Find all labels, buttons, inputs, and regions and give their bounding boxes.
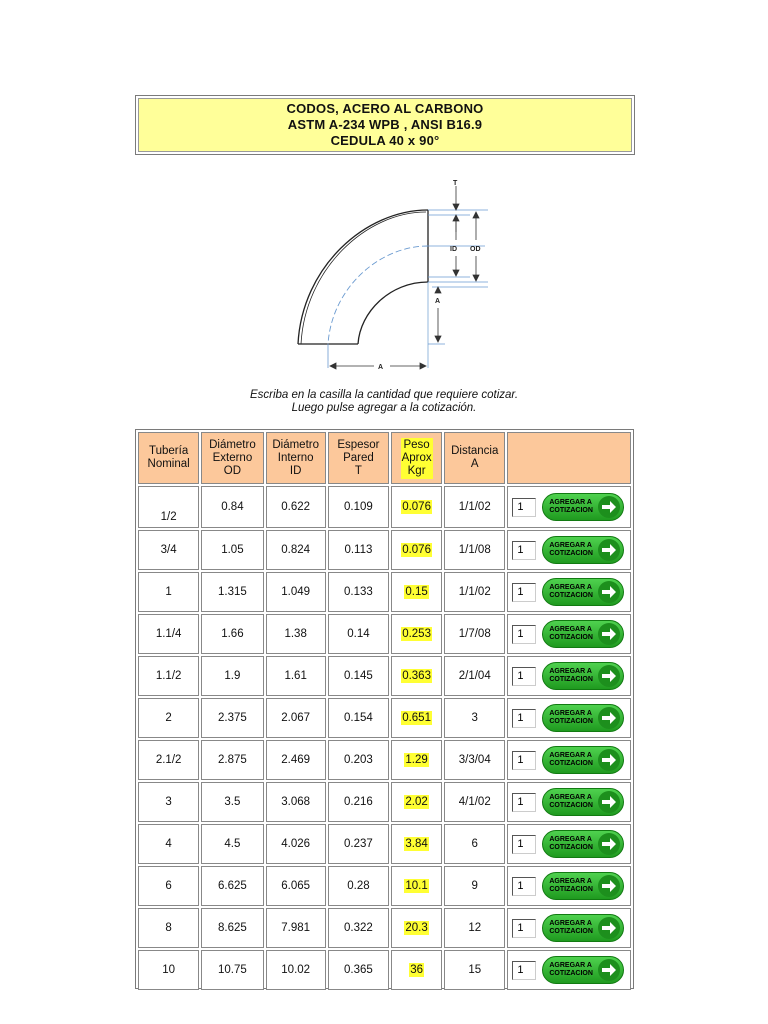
quote-controls bbox=[508, 830, 630, 858]
add-to-quote-label: AGREGAR A COTIZACION bbox=[549, 920, 593, 935]
quote-controls bbox=[508, 662, 630, 690]
arrow-right-icon bbox=[598, 917, 620, 939]
quote-controls bbox=[508, 914, 630, 942]
cell-od bbox=[201, 486, 263, 528]
add-to-quote-label: AGREGAR A COTIZACION bbox=[549, 878, 593, 893]
cell-nominal bbox=[138, 530, 199, 570]
arrow-right-icon bbox=[598, 665, 620, 687]
cell-distance bbox=[444, 530, 505, 570]
cell-weight bbox=[391, 908, 442, 948]
add-to-quote-label: AGREGAR A COTIZACION bbox=[549, 752, 593, 767]
weight-value: 0.363 bbox=[402, 670, 431, 682]
od-value: 1.315 bbox=[218, 586, 247, 598]
weight-value: 1.29 bbox=[405, 754, 428, 766]
od-value: 1.9 bbox=[224, 670, 241, 682]
cell-weight bbox=[391, 740, 442, 780]
cell-id bbox=[266, 614, 326, 654]
nominal-value: 1/2 bbox=[160, 511, 177, 523]
cell-weight bbox=[391, 486, 442, 528]
nominal-value: 10 bbox=[162, 964, 176, 976]
quantity-input[interactable] bbox=[512, 835, 536, 854]
header-thickness-line-3: T bbox=[354, 464, 362, 477]
distance-value: 2/1/04 bbox=[458, 670, 491, 682]
cell-distance bbox=[444, 486, 505, 528]
header-nominal-line-2: Nominal bbox=[147, 458, 190, 470]
table-row bbox=[138, 740, 631, 780]
cell-distance bbox=[444, 782, 505, 822]
arrow-right-icon bbox=[598, 496, 620, 518]
cell-od bbox=[201, 866, 263, 906]
cell-nominal bbox=[138, 614, 199, 654]
cell-quote bbox=[507, 614, 631, 654]
cell-thickness bbox=[328, 824, 389, 864]
nominal-value: 1.1/4 bbox=[155, 628, 182, 640]
add-to-quote-button[interactable] bbox=[542, 746, 624, 774]
weight-value: 3.84 bbox=[405, 838, 428, 850]
cell-weight bbox=[391, 866, 442, 906]
id-value: 4.026 bbox=[281, 838, 311, 850]
cell-id bbox=[266, 486, 326, 528]
cell-nominal bbox=[138, 572, 199, 612]
table-row bbox=[138, 866, 631, 906]
add-to-quote-label: AGREGAR A COTIZACION bbox=[549, 499, 593, 514]
header-od-line-1: Diámetro bbox=[209, 438, 256, 451]
header-id bbox=[266, 432, 326, 484]
cell-id bbox=[266, 782, 326, 822]
distance-value: 9 bbox=[471, 880, 478, 892]
weight-value: 0.253 bbox=[402, 628, 431, 640]
od-value: 4.5 bbox=[224, 838, 241, 850]
nominal-value: 1 bbox=[165, 586, 172, 598]
cell-quote bbox=[507, 782, 631, 822]
table-row bbox=[138, 614, 631, 654]
arrow-right-icon bbox=[598, 749, 620, 771]
distance-value: 3 bbox=[471, 712, 478, 724]
header-od-line-2: Externo bbox=[212, 451, 253, 464]
cell-od bbox=[201, 656, 263, 696]
cell-quote bbox=[507, 572, 631, 612]
distance-value: 3/3/04 bbox=[458, 754, 491, 766]
instructions-line-1: Escriba en la casilla la cantidad que requiere cotizar. bbox=[249, 389, 519, 401]
quantity-input[interactable] bbox=[512, 667, 536, 686]
quote-controls bbox=[508, 536, 630, 564]
label-a-horizontal: A bbox=[378, 364, 384, 371]
add-to-quote-label: AGREGAR A COTIZACION bbox=[549, 668, 593, 683]
cell-nominal bbox=[138, 824, 199, 864]
cell-thickness bbox=[328, 908, 389, 948]
distance-value: 1/1/02 bbox=[458, 501, 491, 513]
quantity-input[interactable] bbox=[512, 541, 536, 560]
cell-thickness bbox=[328, 614, 389, 654]
id-value: 1.61 bbox=[284, 670, 307, 682]
thickness-value: 0.145 bbox=[344, 670, 373, 682]
weight-value: 20.3 bbox=[405, 922, 428, 934]
od-value: 1.66 bbox=[221, 628, 244, 640]
header-distance-line-1: Distancia bbox=[451, 445, 499, 457]
arrow-right-icon bbox=[598, 959, 620, 981]
quantity-input[interactable] bbox=[512, 877, 536, 896]
cell-od bbox=[201, 572, 263, 612]
cell-thickness bbox=[328, 782, 389, 822]
od-value: 0.84 bbox=[221, 501, 244, 513]
table-row bbox=[138, 530, 631, 570]
weight-value: 0.076 bbox=[402, 544, 431, 556]
elbow-inner-arc bbox=[358, 282, 428, 344]
instructions-line-2: Luego pulse agregar a la cotización. bbox=[291, 402, 477, 414]
cell-nominal bbox=[138, 740, 199, 780]
cell-weight bbox=[391, 530, 442, 570]
cell-id bbox=[266, 866, 326, 906]
quantity-input[interactable] bbox=[512, 583, 536, 602]
cell-nominal bbox=[138, 950, 199, 990]
cell-weight bbox=[391, 698, 442, 738]
cell-nominal bbox=[138, 486, 199, 528]
add-to-quote-label: AGREGAR A COTIZACION bbox=[549, 626, 593, 641]
table-row bbox=[138, 698, 631, 738]
cell-weight bbox=[391, 614, 442, 654]
distance-value: 1/1/08 bbox=[458, 544, 491, 556]
thickness-value: 0.237 bbox=[344, 838, 373, 850]
header-id-line-1: Diámetro bbox=[272, 438, 319, 451]
add-to-quote-label: AGREGAR A COTIZACION bbox=[549, 542, 593, 557]
quote-controls bbox=[508, 578, 630, 606]
cell-thickness bbox=[328, 530, 389, 570]
label-od: OD bbox=[470, 246, 481, 253]
distance-value: 6 bbox=[471, 838, 478, 850]
add-to-quote-button[interactable] bbox=[542, 914, 624, 942]
cell-quote bbox=[507, 656, 631, 696]
add-to-quote-button[interactable] bbox=[542, 830, 624, 858]
thickness-value: 0.14 bbox=[347, 628, 370, 640]
nominal-value: 2.1/2 bbox=[155, 754, 182, 766]
table-row bbox=[138, 824, 631, 864]
distance-value: 4/1/02 bbox=[458, 796, 491, 808]
instructions bbox=[200, 389, 568, 415]
header-weight bbox=[391, 432, 442, 484]
distance-value: 1/7/08 bbox=[458, 628, 491, 640]
header-nominal bbox=[138, 432, 199, 484]
nominal-value: 3/4 bbox=[160, 544, 177, 556]
table-row bbox=[138, 656, 631, 696]
quantity-input[interactable] bbox=[512, 793, 536, 812]
add-to-quote-label: AGREGAR A COTIZACION bbox=[549, 962, 593, 977]
arrow-right-icon bbox=[598, 707, 620, 729]
add-to-quote-label: AGREGAR A COTIZACION bbox=[549, 794, 593, 809]
cell-od bbox=[201, 782, 263, 822]
cell-nominal bbox=[138, 782, 199, 822]
thickness-value: 0.203 bbox=[344, 754, 373, 766]
id-value: 0.622 bbox=[281, 501, 311, 513]
table-header-row bbox=[138, 432, 631, 484]
add-to-quote-label: AGREGAR A COTIZACION bbox=[549, 710, 593, 725]
id-value: 10.02 bbox=[281, 964, 311, 976]
quantity-input[interactable] bbox=[512, 961, 536, 980]
quantity-input[interactable] bbox=[512, 751, 536, 770]
title-line-2: ASTM A-234 WPB , ANSI B16.9 bbox=[287, 117, 483, 132]
cell-id bbox=[266, 698, 326, 738]
header-thickness bbox=[328, 432, 389, 484]
header-weight-line-3: Kgr bbox=[407, 464, 426, 477]
cell-distance bbox=[444, 740, 505, 780]
arrow-right-icon bbox=[598, 791, 620, 813]
cell-thickness bbox=[328, 572, 389, 612]
id-value: 7.981 bbox=[281, 922, 311, 934]
cell-distance bbox=[444, 614, 505, 654]
cell-weight bbox=[391, 656, 442, 696]
id-value: 1.049 bbox=[281, 586, 311, 598]
cell-weight bbox=[391, 824, 442, 864]
title-panel bbox=[138, 98, 632, 152]
add-to-quote-button[interactable] bbox=[542, 620, 624, 648]
cell-od bbox=[201, 530, 263, 570]
weight-value: 0.651 bbox=[402, 712, 431, 724]
cell-thickness bbox=[328, 486, 389, 528]
thickness-value: 0.365 bbox=[344, 964, 373, 976]
add-to-quote-label: AGREGAR A COTIZACION bbox=[549, 836, 593, 851]
cell-quote bbox=[507, 908, 631, 948]
quote-controls bbox=[508, 956, 630, 984]
cell-od bbox=[201, 698, 263, 738]
header-id-line-2: Interno bbox=[277, 451, 314, 464]
specs-table-frame bbox=[135, 429, 634, 989]
cell-thickness bbox=[328, 698, 389, 738]
cell-quote bbox=[507, 950, 631, 990]
nominal-value: 2 bbox=[165, 712, 172, 724]
add-to-quote-button[interactable] bbox=[542, 662, 624, 690]
header-distance bbox=[444, 432, 505, 484]
table-row bbox=[138, 950, 631, 990]
cell-weight bbox=[391, 950, 442, 990]
id-value: 2.469 bbox=[281, 754, 311, 766]
quote-controls bbox=[508, 493, 630, 521]
id-value: 1.38 bbox=[284, 628, 307, 640]
title-box bbox=[135, 95, 635, 155]
cell-distance bbox=[444, 866, 505, 906]
nominal-value: 3 bbox=[165, 796, 172, 808]
title-line-3: CEDULA 40 x 90° bbox=[330, 133, 440, 148]
header-distance-line-2: A bbox=[470, 458, 479, 470]
label-t: T bbox=[453, 180, 458, 187]
cell-quote bbox=[507, 486, 631, 528]
header-od-line-3: OD bbox=[223, 464, 242, 477]
cell-distance bbox=[444, 698, 505, 738]
quote-controls bbox=[508, 788, 630, 816]
cell-id bbox=[266, 908, 326, 948]
cell-distance bbox=[444, 572, 505, 612]
quantity-input[interactable] bbox=[512, 625, 536, 644]
cell-quote bbox=[507, 740, 631, 780]
add-to-quote-button[interactable] bbox=[542, 704, 624, 732]
header-weight-line-2: Aprox bbox=[401, 451, 432, 464]
table-row bbox=[138, 572, 631, 612]
distance-value: 15 bbox=[468, 964, 482, 976]
thickness-value: 0.322 bbox=[344, 922, 373, 934]
thickness-value: 0.109 bbox=[344, 501, 373, 513]
quote-controls bbox=[508, 620, 630, 648]
od-value: 8.625 bbox=[218, 922, 247, 934]
title-line-1: CODOS, ACERO AL CARBONO bbox=[286, 101, 484, 116]
header-thickness-line-1: Espesor bbox=[337, 438, 380, 451]
cell-od bbox=[201, 908, 263, 948]
table-row bbox=[138, 908, 631, 948]
thickness-value: 0.28 bbox=[347, 880, 370, 892]
cell-id bbox=[266, 824, 326, 864]
add-to-quote-button[interactable] bbox=[542, 578, 624, 606]
arrow-right-icon bbox=[598, 623, 620, 645]
od-value: 3.5 bbox=[224, 796, 241, 808]
cell-id bbox=[266, 950, 326, 990]
quantity-input[interactable] bbox=[512, 498, 536, 517]
header-weight-line-1: Peso bbox=[403, 438, 430, 451]
cell-quote bbox=[507, 866, 631, 906]
od-value: 10.75 bbox=[218, 964, 247, 976]
table-row bbox=[138, 486, 631, 528]
cell-distance bbox=[444, 908, 505, 948]
quantity-input[interactable] bbox=[512, 709, 536, 728]
cell-od bbox=[201, 740, 263, 780]
cell-distance bbox=[444, 656, 505, 696]
cell-id bbox=[266, 530, 326, 570]
thickness-value: 0.216 bbox=[344, 796, 373, 808]
weight-value: 2.02 bbox=[405, 796, 428, 808]
cell-id bbox=[266, 740, 326, 780]
header-id-line-3: ID bbox=[289, 464, 302, 477]
add-to-quote-button[interactable] bbox=[542, 872, 624, 900]
table-row bbox=[138, 782, 631, 822]
nominal-value: 4 bbox=[165, 838, 172, 850]
weight-value: 0.15 bbox=[405, 586, 428, 598]
cell-thickness bbox=[328, 656, 389, 696]
label-a-vertical: A bbox=[435, 298, 441, 305]
weight-value: 36 bbox=[410, 964, 423, 976]
add-to-quote-button[interactable] bbox=[542, 536, 624, 564]
nominal-value: 1.1/2 bbox=[155, 670, 182, 682]
cell-weight bbox=[391, 572, 442, 612]
id-value: 2.067 bbox=[281, 712, 311, 724]
cell-distance bbox=[444, 824, 505, 864]
elbow-diagram bbox=[270, 172, 500, 377]
header-quote bbox=[507, 432, 631, 484]
od-value: 6.625 bbox=[218, 880, 247, 892]
quote-controls bbox=[508, 746, 630, 774]
thickness-value: 0.154 bbox=[344, 712, 373, 724]
add-to-quote-button[interactable] bbox=[542, 956, 624, 984]
header-od bbox=[201, 432, 263, 484]
nominal-value: 8 bbox=[165, 922, 172, 934]
cell-od bbox=[201, 614, 263, 654]
id-value: 3.068 bbox=[281, 796, 311, 808]
arrow-right-icon bbox=[598, 833, 620, 855]
header-nominal-line-1: Tubería bbox=[149, 445, 189, 457]
cell-quote bbox=[507, 530, 631, 570]
elbow-drawing bbox=[270, 172, 500, 377]
cell-thickness bbox=[328, 950, 389, 990]
arrow-right-icon bbox=[598, 875, 620, 897]
quantity-input[interactable] bbox=[512, 919, 536, 938]
distance-value: 1/1/02 bbox=[458, 586, 491, 598]
thickness-value: 0.133 bbox=[344, 586, 373, 598]
id-value: 0.824 bbox=[281, 544, 311, 556]
weight-value: 0.076 bbox=[402, 501, 431, 513]
cell-nominal bbox=[138, 908, 199, 948]
cell-od bbox=[201, 824, 263, 864]
label-id: ID bbox=[450, 246, 457, 253]
cell-thickness bbox=[328, 740, 389, 780]
cell-nominal bbox=[138, 656, 199, 696]
specs-table bbox=[136, 430, 633, 992]
arrow-right-icon bbox=[598, 581, 620, 603]
add-to-quote-button[interactable] bbox=[542, 493, 624, 521]
od-value: 1.05 bbox=[221, 544, 244, 556]
nominal-value: 6 bbox=[165, 880, 172, 892]
od-value: 2.375 bbox=[218, 712, 247, 724]
add-to-quote-label: AGREGAR A COTIZACION bbox=[549, 584, 593, 599]
thickness-value: 0.113 bbox=[344, 544, 373, 556]
header-thickness-line-2: Pared bbox=[343, 451, 374, 464]
cell-quote bbox=[507, 698, 631, 738]
cell-nominal bbox=[138, 866, 199, 906]
od-value: 2.875 bbox=[218, 754, 247, 766]
cell-distance bbox=[444, 950, 505, 990]
weight-value: 10.1 bbox=[405, 880, 428, 892]
cell-od bbox=[201, 950, 263, 990]
cell-thickness bbox=[328, 866, 389, 906]
distance-value: 12 bbox=[468, 922, 482, 934]
id-value: 6.065 bbox=[281, 880, 311, 892]
cell-weight bbox=[391, 782, 442, 822]
quote-controls bbox=[508, 704, 630, 732]
quote-controls bbox=[508, 872, 630, 900]
add-to-quote-button[interactable] bbox=[542, 788, 624, 816]
arrow-right-icon bbox=[598, 539, 620, 561]
cell-quote bbox=[507, 824, 631, 864]
cell-id bbox=[266, 656, 326, 696]
cell-id bbox=[266, 572, 326, 612]
cell-nominal bbox=[138, 698, 199, 738]
